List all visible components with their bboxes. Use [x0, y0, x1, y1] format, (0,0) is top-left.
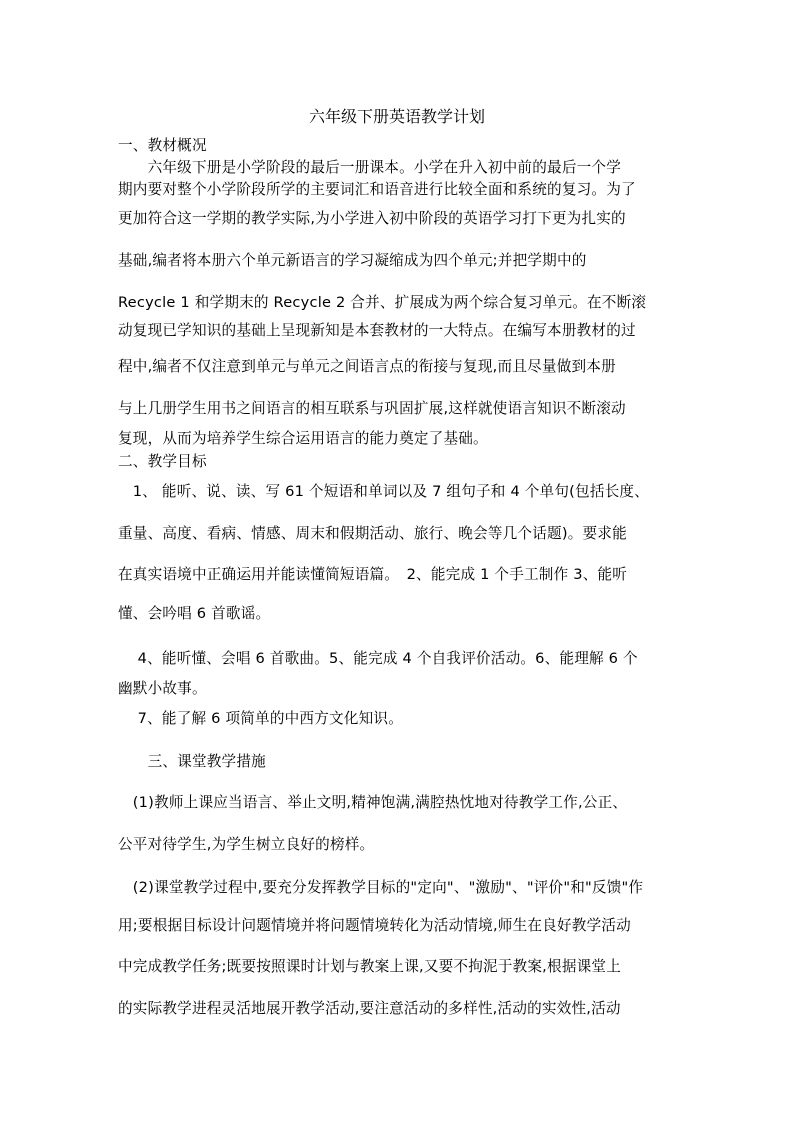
paragraph-line: 在真实语境中正确运用并能读懂简短语篇。 2、能完成 1 个手工制作 3、能听	[118, 566, 628, 583]
paragraph-line: 7、能了解 6 项简单的中西方文化知识。	[118, 710, 403, 727]
paragraph-line: 六年级下册是小学阶段的最后一册课本。小学在升入初中前的最后一个学	[118, 159, 621, 176]
paragraph-line: 与上几册学生用书之间语言的相互联系与巩固扩展,这样就使语言知识不断滚动	[118, 400, 626, 417]
paragraph-line: 重量、高度、看病、情感、周末和假期活动、旅行、晚会等几个话题)。要求能	[118, 525, 627, 542]
document-title: 六年级下册英语教学计划	[308, 107, 485, 126]
paragraph-line: 程中,编者不仅注意到单元与单元之间语言点的衔接与复现,而且尽量做到本册	[118, 358, 616, 375]
paragraph-line: 期内要对整个小学阶段所学的主要词汇和语音进行比较全面和系统的复习。为了	[118, 181, 636, 198]
paragraph-line: 的实际教学进程灵活地展开教学活动,要注意活动的多样性,活动的实效性,活动	[118, 1000, 621, 1017]
paragraph-line: (1)教师上课应当语言、举止文明,精神饱满,满腔热忱地对待教学工作,公正、	[118, 794, 628, 811]
section-heading-classroom-measures: 三、课堂教学措施	[118, 753, 266, 770]
section-heading-teaching-goals: 二、教学目标	[118, 453, 207, 470]
paragraph-line: Recycle 1 和学期末的 Recycle 2 合并、扩展成为两个综合复习单元。在不断滚	[118, 294, 647, 311]
paragraph-line: 幽默小故事。	[118, 680, 207, 697]
paragraph-line: 1、 能听、说、读、写 61 个短语和单词以及 7 组句子和 4 个单句(包括长度、	[118, 483, 650, 500]
paragraph-line: 4、能听懂、会唱 6 首歌曲。5、能完成 4 个自我评价活动。6、能理解 6 个	[118, 650, 638, 667]
paragraph-line: 用;要根据目标设计问题情境并将问题情境转化为活动情境,师生在良好教学活动	[118, 917, 631, 934]
paragraph-line: 公平对待学生,为学生树立良好的榜样。	[118, 836, 375, 853]
paragraph-line: 懂、会吟唱 6 首歌谣。	[118, 605, 271, 622]
paragraph-line: 复现，从而为培养学生综合运用语言的能力奠定了基础。	[118, 430, 488, 447]
paragraph-line: 动复现已学知识的基础上呈现新知是本套教材的一大特点。在编写本册教材的过	[118, 322, 636, 339]
paragraph-line: 基础,编者将本册六个单元新语言的学习凝缩成为四个单元;并把学期中的	[118, 252, 587, 269]
paragraph-line: 中完成教学任务;既要按照课时计划与教案上课,又要不拘泥于教案,根据课堂上	[118, 958, 621, 975]
paragraph-line: (2)课堂教学过程中,要充分发挥教学目标的"定向"、"激励"、"评价"和"反馈"作	[118, 879, 644, 896]
paragraph-line: 更加符合这一学期的教学实际,为小学进入初中阶段的英语学习打下更为扎实的	[118, 210, 626, 227]
section-heading-textbook-overview: 一、教材概况	[118, 137, 207, 154]
